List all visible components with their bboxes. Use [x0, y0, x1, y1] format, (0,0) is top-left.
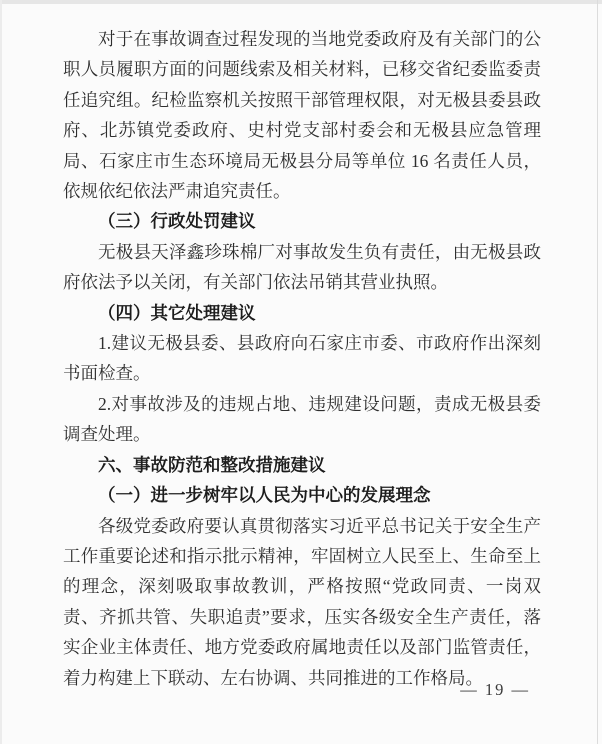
page-number: — 19 —: [460, 680, 530, 699]
paragraph-written-review: 1.建议无极县委、县政府向石家庄市委、市政府作出深刻书面检查。: [63, 333, 541, 384]
heading-prevention-measures: 六、事故防范和整改措施建议: [98, 454, 326, 475]
heading-other-handling: （四）其它处理建议: [98, 302, 256, 323]
scan-edge-top: [0, 0, 602, 4]
scan-edge-right: [597, 0, 598, 744]
heading-administrative-penalty: （三）行政处罚建议: [98, 211, 256, 232]
paragraph-factory-closure: 无极县天泽鑫珍珠棉厂对事故发生负有责任，由无极县政府依法予以关闭，有关部门依法吊销其营业执照。: [63, 241, 541, 293]
document-body: [63, 24, 541, 693]
scan-edge-left: [0, 0, 2, 744]
paragraph-land-violation: 2.对事故涉及的违规占地、违规建设问题，责成无极县委调查处理。: [63, 393, 541, 445]
paragraph-implementation: 各级党委政府要认真贯彻落实习近平总书记关于安全生产工作重要论述和指示批示精神，牢固树立人民至上、生命至上的理念，深刻吸取事故教训，严格按照“党政同责、一岗双责、齐抓共管、失职追责”要求，压实各级安全生产责任，落实企业主体责任、地方党委政府属地责任以及部门监管责任，着力构建上下联动、左右协调、共同推进的工作格局。: [63, 515, 541, 688]
paragraph-accountability: 对于在事故调查过程发现的当地党委政府及有关部门的公职人员履职方面的问题线索及相关材料，已移交省纪委监委责任追究组。纪检监察机关按照干部管理权限，对无极县委县政府、北苏镇党委政府、史村党支部村委会和无极县应急管理局、石家庄市生态环境局无极县分局等单位 16 名责任人员，依规依纪依法严肃追究责任。: [63, 29, 541, 202]
heading-people-centered-concept: （一）进一步树牢以人民为中心的发展理念: [98, 485, 431, 506]
